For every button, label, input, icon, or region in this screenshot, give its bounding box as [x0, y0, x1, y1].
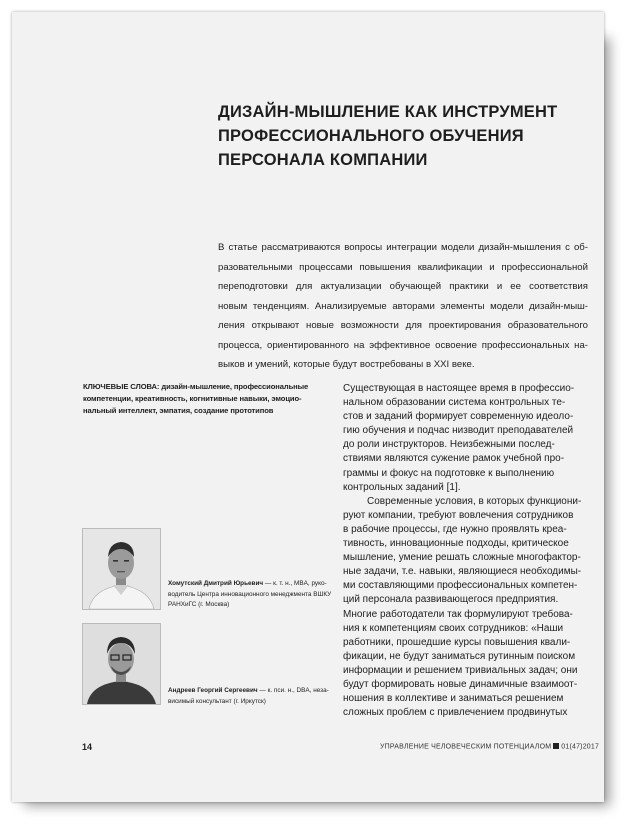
journal-footer — [380, 743, 599, 751]
body-line: ций персонала развивающегося предприятия. — [343, 594, 559, 606]
author-line — [168, 686, 328, 697]
author-credentials: — к. т. н., MBA, руко- — [263, 580, 327, 587]
author-photo-khomutsky — [82, 528, 161, 610]
abstract-line: новым тенденциям. Анализируемые авторами элементы модели дизайн-мыш- — [218, 300, 588, 312]
body-line: ствиями являются сужение рамок учебной про- — [343, 453, 565, 465]
abstract-line: ления открывают новые возможности для проектирования образовательного — [218, 320, 588, 331]
body-line: будут формировать новые динамичные взаимоот- — [343, 678, 578, 690]
author-info-khomutsky — [168, 579, 332, 611]
author-line: водитель Центра инновационного менеджмента ВШКУ — [168, 590, 332, 598]
body-line: контрольных заданий [1]. — [343, 481, 461, 493]
article-abstract — [218, 238, 588, 375]
author-name: Хомутский Дмитрий Юрьевич — [168, 580, 264, 587]
body-line: фикации, не будут заниматься рутинным поиском — [343, 650, 576, 662]
journal-issue: 01(47)2017 — [561, 743, 600, 751]
journal-name: УПРАВЛЕНИЕ ЧЕЛОВЕЧЕСКИМ ПОТЕНЦИАЛОМ — [380, 743, 552, 751]
body-line: нальном образовании система контрольных те- — [343, 397, 566, 409]
body-line: Существующая в настоящее время в профессио- — [343, 383, 575, 394]
keywords-line: компетенции, креативность, когнитивные навыки, эмоцио- — [83, 394, 302, 404]
body-line: сложных проблем с привлечением продвинутых — [343, 707, 568, 719]
keywords-block — [83, 381, 315, 418]
square-separator-icon — [553, 743, 559, 749]
title-line: ПЕРСОНАЛА КОМПАНИИ — [218, 151, 428, 169]
author-name: Андреев Георгий Сергеевич — [168, 687, 258, 694]
page-number: 14 — [82, 742, 93, 752]
article-title — [218, 100, 578, 172]
body-line: до роли инструкторов. Неизбежными послед- — [343, 439, 555, 451]
body-line: ния к компетенциям своих сотрудников: «Наши — [343, 622, 564, 634]
body-line: ношения в коллективе и заниматься решением — [343, 693, 564, 705]
author-line — [168, 579, 328, 590]
abstract-line: выков и умений, которые будут востребованы в XXI веке. — [218, 359, 475, 370]
author-line: РАНХиГС (г. Москва) — [168, 601, 230, 608]
body-line: стов и заданий формирует современную идеоло- — [343, 411, 574, 423]
author-credentials: — к. пси. н., DBA, неза- — [257, 687, 329, 694]
body-line: Современные условия, в которых функциони- — [367, 495, 582, 507]
author-info-andreev — [168, 686, 328, 707]
body-line: в рабочие процессы, где нужно проявлять креа- — [343, 523, 567, 535]
abstract-line: разовательными процессами повышения квалификации и профессиональной — [218, 261, 588, 273]
abstract-line: процесса, ориентированного на эффективное освоение профессиональных на- — [218, 339, 588, 351]
body-line: Многие работодатели так формулируют требова- — [343, 608, 573, 620]
body-line: гию обучения и подчас низводит преподавателей — [343, 425, 574, 437]
body-line: мышление, умение решать сложные многофактор- — [343, 552, 581, 564]
body-line: ные задачи, т.е. навыки, являющиеся необходимы- — [343, 566, 582, 578]
abstract-line: переподготовки для актуализации обучающей практики и ее соответствия — [218, 281, 588, 292]
body-line: ми составляющими профессиональных компетен- — [343, 580, 578, 592]
body-line: работники, прошедшие курсы повышения квали- — [343, 636, 571, 648]
body-line: граммы и фокус на подготовке к выполнению — [343, 467, 555, 479]
abstract-line: В статье рассматриваются вопросы интеграции модели дизайн-мышления с об- — [218, 242, 588, 253]
body-line: руют компании, требуют вовлечения сотрудников — [343, 509, 574, 521]
body-line: информации и решением тривиальных задач; они — [343, 664, 578, 676]
author-photo-andreev — [82, 623, 161, 705]
keywords-line: КЛЮЧЕВЫЕ СЛОВА: дизайн-мышление, профессиональные — [83, 382, 309, 391]
body-line: тивность, инновационные подходы, критическое — [343, 538, 569, 550]
keywords-line: нальный интеллект, эмпатия, создание прототипов — [83, 406, 274, 416]
title-line: ДИЗАЙН-МЫШЛЕНИЕ КАК ИНСТРУМЕНТ — [218, 103, 558, 121]
body-text-column — [343, 382, 593, 720]
author-line: висимый консультант (г. Иркутск) — [168, 697, 266, 705]
title-line: ПРОФЕССИОНАЛЬНОГО ОБУЧЕНИЯ — [218, 127, 524, 145]
